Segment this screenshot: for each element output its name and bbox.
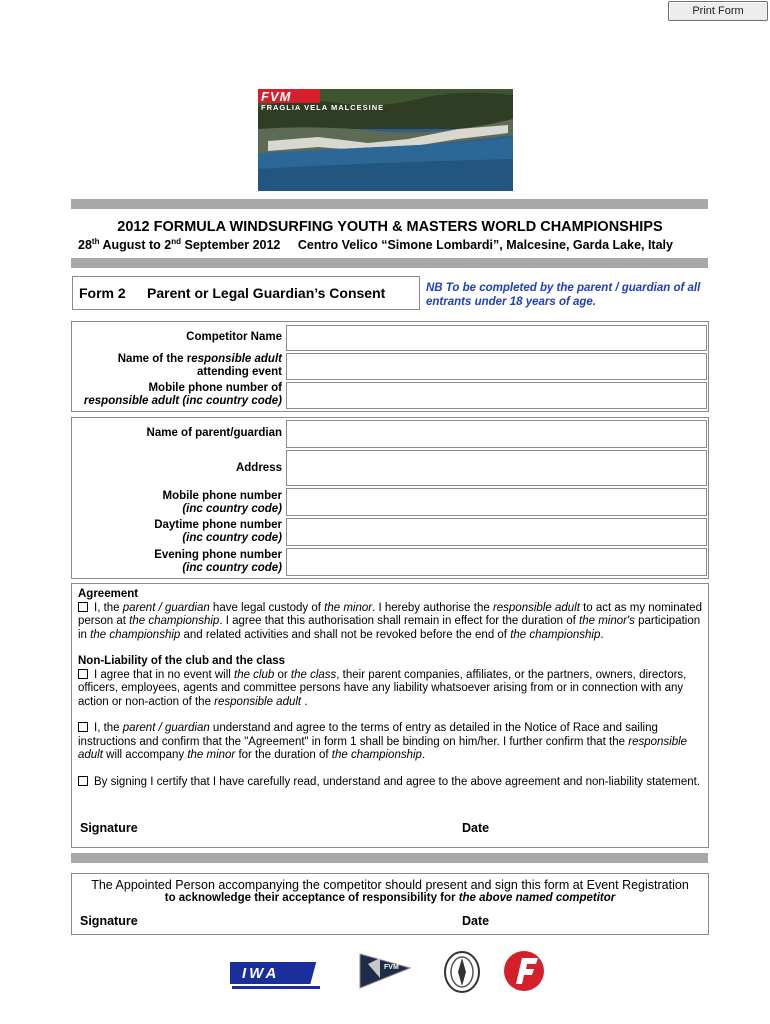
certify-paragraph <box>78 776 702 790</box>
appointed-line2 <box>72 892 708 904</box>
nb-note: NB To be completed by the parent / guardian of all entrants under 18 years of age. <box>426 282 701 308</box>
agreement-date-label: Date <box>462 821 490 835</box>
resp-mobile-line2: responsible adult (inc country code) <box>83 395 282 407</box>
text: understand and agree to the terms of entry as detailed in the Notice of Race and sailing instructions and confirm that the "Agreement" in form 1 shall be binding on him/her. I further confirm that the <box>78 722 658 748</box>
text: have legal custody of <box>209 601 325 614</box>
text: responsible adult <box>214 695 302 708</box>
guardian-name-label: Name of parent/guardian <box>146 427 282 439</box>
iwa-logo <box>230 948 322 994</box>
nonliability-checkbox[interactable] <box>78 669 88 679</box>
text: the minor <box>187 749 236 761</box>
responsible-adult-field[interactable] <box>286 353 707 380</box>
text: . I hereby authorise the <box>372 601 493 614</box>
responsible-adult-label <box>74 353 282 379</box>
date-end-sup: nd <box>171 237 182 246</box>
text: I, the <box>94 722 123 734</box>
text: . I agree that this authorisation shall remain in effect for the duration of <box>219 615 580 627</box>
date-start-sup: th <box>91 237 100 246</box>
date-mid: August to 2 <box>99 238 172 253</box>
terms-checkbox[interactable] <box>78 722 88 732</box>
formula-logo <box>500 948 548 994</box>
evening-phone-field[interactable] <box>286 548 707 576</box>
agreement-signature-label: Signature <box>80 821 138 835</box>
resp-adult-em: esponsible adult <box>191 353 282 365</box>
fvm-pennant-icon <box>358 948 412 994</box>
event-venue: Centro Velico “Simone Lombardi”, Malcesine, Garda Lake, Italy <box>297 238 673 253</box>
guardian-name-field[interactable] <box>286 420 707 448</box>
text: the championship <box>90 628 181 641</box>
text: parent / guardian <box>122 722 210 734</box>
resp-adult-post: attending event <box>197 366 282 378</box>
evening-phone-label <box>74 549 282 575</box>
text: participation in <box>78 615 701 641</box>
daytime-phone-label <box>74 519 282 545</box>
agreement-heading: Agreement <box>78 588 139 600</box>
text: the above named competitor <box>458 892 616 904</box>
guardian-mobile-field[interactable] <box>286 488 707 516</box>
fvm-logo-subtitle: FRAGLIA VELA MALCESINE <box>261 103 385 112</box>
form-number: Form 2 <box>79 285 126 301</box>
text: . <box>600 628 604 641</box>
text: to acknowledge their acceptance of responsibility for <box>164 892 459 904</box>
certify-checkbox[interactable] <box>78 776 88 786</box>
text: , their parent companies, affiliates, or the partners, owners, directors, officers, employees, agents and committee persons have any liability whatsoever arising from or in connection with any action or non-action of the <box>78 668 687 708</box>
daytime-phone-line1: Daytime phone number <box>154 519 282 531</box>
text: the club <box>234 668 275 681</box>
crest-icon <box>442 948 482 994</box>
form-title-box <box>72 276 420 310</box>
nonliability-heading: Non-Liability of the club and the class <box>78 655 286 667</box>
evening-phone-line1: Evening phone number <box>154 549 282 561</box>
formula-f-icon <box>500 948 548 994</box>
appointed-signature-label: Signature <box>80 914 138 928</box>
event-title: 2012 FORMULA WINDSURFING YOUTH & MASTERS WORLD CHAMPIONSHIPS <box>117 219 663 235</box>
competitor-name-field[interactable] <box>286 325 707 351</box>
fvm-pennant-text: FVM <box>384 964 399 971</box>
agreement-paragraph <box>78 602 702 643</box>
date-end: September 2012 <box>181 238 281 253</box>
text: . <box>301 695 308 708</box>
resp-adult-pre: Name of the r <box>117 353 192 365</box>
text: or <box>274 668 291 681</box>
fvm-logo-text: FVM <box>261 89 292 104</box>
text: responsible adult <box>78 735 688 761</box>
date-start-day: 28 <box>78 238 92 253</box>
text: and related activities and shall not be revoked before the end of <box>180 628 511 641</box>
text: the minor <box>324 601 373 614</box>
event-dates-venue <box>78 237 708 252</box>
appointed-person-section <box>71 873 709 935</box>
fvm-pennant-logo <box>358 948 412 994</box>
text: the class <box>290 668 337 681</box>
guardian-mobile-label <box>74 490 282 516</box>
guardian-mobile-line2: (inc country code) <box>182 503 282 515</box>
daytime-phone-line2: (inc country code) <box>182 532 282 544</box>
resp-mobile-label <box>74 382 282 408</box>
resp-mobile-field[interactable] <box>286 382 707 409</box>
divider-bar <box>71 853 708 863</box>
text: will accompany <box>102 749 188 761</box>
divider-bar <box>71 199 708 209</box>
text: parent / guardian <box>122 601 210 614</box>
address-field[interactable] <box>286 450 707 486</box>
appointed-line1: The Appointed Person accompanying the competitor should present and sign this form at Event Registration <box>91 878 689 892</box>
text: responsible adult <box>492 601 580 614</box>
competitor-name-label: Competitor Name <box>186 331 282 343</box>
evening-phone-line2: (inc country code) <box>182 562 282 574</box>
address-label: Address <box>235 462 282 474</box>
guardian-mobile-line1: Mobile phone number <box>162 490 282 502</box>
text: . <box>421 749 426 761</box>
text: I, the <box>94 601 123 614</box>
daytime-phone-field[interactable] <box>286 518 707 546</box>
text: By signing I certify that I have carefully read, understand and agree to the above agreement and non-liability statement. <box>94 775 701 788</box>
text: I agree that in no event will <box>94 668 234 681</box>
crest-logo <box>442 948 482 994</box>
header-photo <box>258 89 513 191</box>
text: the minor's <box>579 615 635 627</box>
appointed-date-label: Date <box>462 914 490 928</box>
print-form-button[interactable]: Print Form <box>668 1 768 21</box>
text: the championship <box>331 749 422 761</box>
resp-mobile-line1: Mobile phone number of <box>148 382 282 394</box>
text: to act as my nominated person at <box>78 601 702 627</box>
form-name: Parent or Legal Guardian’s Consent <box>147 285 386 301</box>
terms-paragraph <box>78 722 702 763</box>
text: the championship <box>510 628 601 641</box>
text: for the duration of <box>235 749 332 761</box>
divider-bar <box>71 258 708 268</box>
iwa-logo-text: IWA <box>242 965 280 982</box>
agreement-section <box>71 583 709 848</box>
nonliability-paragraph <box>78 669 702 710</box>
agreement-checkbox[interactable] <box>78 602 88 612</box>
text: the championship <box>129 615 220 627</box>
